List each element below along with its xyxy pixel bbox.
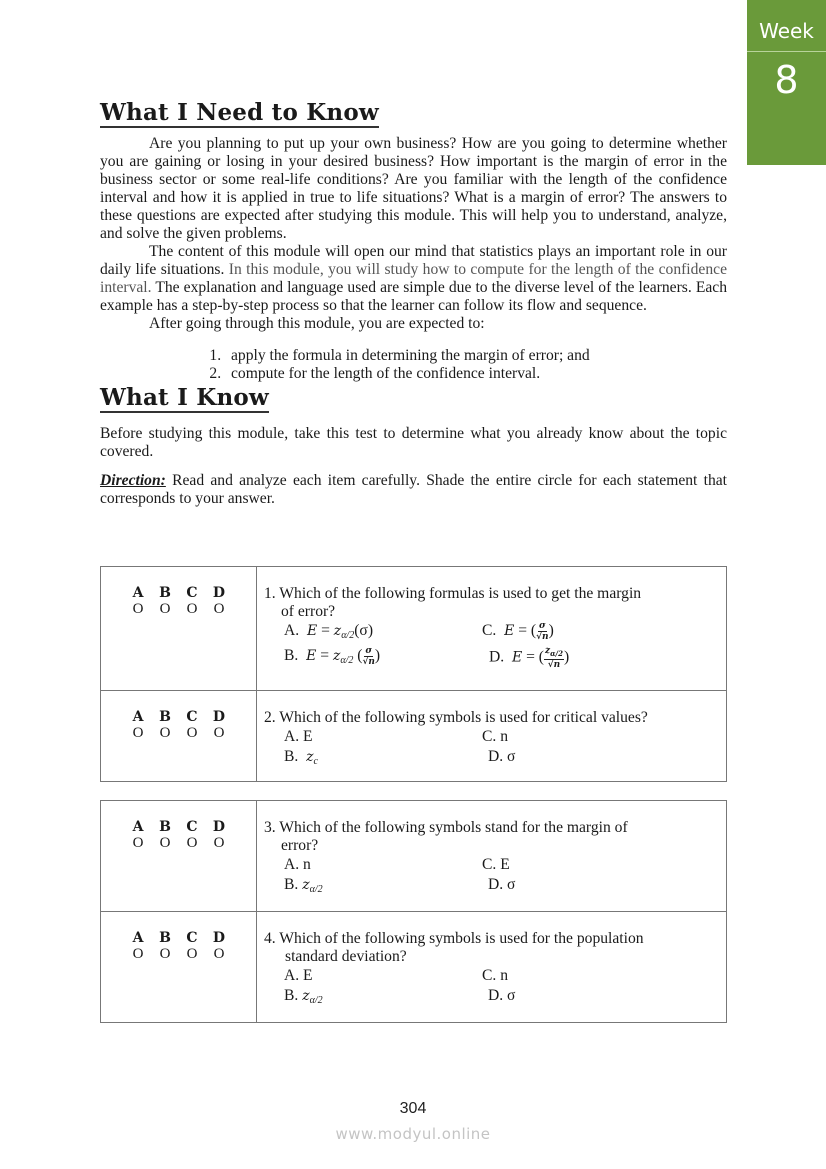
week-number: 8 — [774, 58, 799, 102]
what-i-need-to-know-heading: What I Need to Know — [100, 99, 379, 126]
question-row-2 — [101, 691, 727, 782]
bubble-c[interactable]: O — [186, 601, 198, 617]
letter-a: A — [132, 585, 144, 601]
question-1-choices — [264, 621, 718, 671]
quiz-table-1 — [100, 566, 727, 782]
bubble-d[interactable]: O — [213, 725, 225, 741]
intro-paragraph-2 — [100, 243, 727, 315]
quiz-table-2 — [100, 800, 727, 1023]
bubble-a[interactable]: O — [132, 946, 144, 962]
week-tab-divider — [747, 51, 826, 52]
bubble-a[interactable]: O — [132, 725, 144, 741]
choice-2b: B. $z_c$ — [284, 748, 318, 767]
question-3-line-1: 3. Which of the following symbols stand for the margin of — [264, 819, 628, 836]
bubble-d[interactable]: O — [213, 601, 225, 617]
bubble-b[interactable]: O — [159, 725, 171, 741]
page-content — [100, 100, 727, 508]
answer-letters — [101, 930, 256, 946]
bubble-a[interactable]: O — [132, 835, 144, 851]
question-4-line-1: 4. Which of the following symbols is used for the population — [264, 930, 644, 947]
bubble-b[interactable]: O — [159, 601, 171, 617]
bubble-d[interactable]: O — [213, 835, 225, 851]
choice-2c: C. n — [482, 728, 508, 745]
choice-1b: B. $E = z_{\alpha/2}$ ( $\frac{\sigma}{√n}$ ) — [284, 646, 381, 667]
week-label: Week — [759, 19, 814, 43]
letter-b: B — [159, 930, 171, 946]
pretest-intro: Before studying this module, take this test to determine what you already know about the topic covered. — [100, 425, 727, 460]
question-4-stem — [264, 930, 718, 966]
choice-4b: B. $z_{\alpha/2}$ — [284, 987, 323, 1006]
bubble-b[interactable]: O — [159, 835, 171, 851]
objective-item: 1. apply the formula in determining the margin of error; and — [225, 347, 727, 365]
answer-bubbles — [101, 946, 256, 962]
intro-paragraph-1: Are you planning to put up your own business? How are you going to determine whether you are gaining or losing in your desired business? How important is the margin of error in the business sector or some real-life conditions? Are you familiar with the length of the confidence interval and how it is applied in true to life situations? What is a margin of error? The answers to these questions are expected after studying this module. This will help you to understand, analyze, and solve the given problems. — [100, 135, 727, 242]
question-row-3 — [101, 801, 727, 912]
question-cell-4 — [257, 912, 727, 1023]
question-row-1 — [101, 567, 727, 691]
answer-cell-3 — [101, 801, 257, 912]
choice-1d: D. E = ( $\frac{z_{\alpha/2}}{√n}$ ) — [489, 646, 570, 670]
direction-text: Read and analyze each item carefully. Shade the entire circle for each statement that corresponds to your answer. — [100, 472, 727, 507]
letter-d: D — [212, 819, 226, 835]
question-3-line-2: error? — [281, 837, 319, 854]
question-1-line-2: of error? — [281, 603, 336, 620]
bubble-c[interactable]: O — [186, 835, 198, 851]
answer-cell-1 — [101, 567, 257, 691]
question-3-choices — [264, 855, 718, 900]
question-4-line-2: standard deviation? — [285, 948, 407, 965]
bubble-d[interactable]: O — [213, 946, 225, 962]
answer-bubbles — [101, 601, 256, 617]
question-cell-1 — [257, 567, 727, 691]
choice-4a: A. E — [284, 967, 313, 984]
letter-b: B — [159, 709, 171, 725]
intro-paragraph-2-part-a: The content of this module will open our mind that statistics plays an important role in our daily life situations. — [100, 243, 727, 278]
question-2-choices — [264, 727, 718, 772]
bubble-b[interactable]: O — [159, 946, 171, 962]
choice-3d: D. σ — [488, 876, 516, 893]
question-row-4 — [101, 912, 727, 1023]
choice-3b: B. $z_{\alpha/2}$ — [284, 876, 323, 895]
page-number: 304 — [399, 1100, 427, 1117]
answer-letters — [101, 709, 256, 725]
letter-c: C — [186, 585, 198, 601]
bubble-c[interactable]: O — [186, 725, 198, 741]
question-2-line-1: 2. Which of the following symbols is used for critical values? — [264, 709, 648, 726]
letter-d: D — [212, 585, 226, 601]
letter-d: D — [212, 930, 226, 946]
letter-c: C — [186, 709, 198, 725]
letter-a: A — [132, 819, 144, 835]
question-cell-3 — [257, 801, 727, 912]
week-tab — [747, 0, 826, 165]
direction-paragraph — [100, 472, 727, 508]
choice-1c: C. E = ( $\frac{\sigma}{√n}$ ) — [482, 621, 554, 642]
question-1-line-1: 1. Which of the following formulas is used to get the margin — [264, 585, 642, 602]
choice-2a: A. E — [284, 728, 313, 745]
choice-2d: D. σ — [488, 748, 516, 765]
letter-c: C — [186, 819, 198, 835]
intro-paragraph-2-part-b: In this module, you will study how to compute for the length of the confidence interval. — [100, 261, 727, 296]
letter-c: C — [186, 930, 198, 946]
choice-4d: D. σ — [488, 987, 516, 1004]
answer-letters — [101, 819, 256, 835]
letter-b: B — [159, 819, 171, 835]
bubble-a[interactable]: O — [132, 601, 144, 617]
choice-4c: C. n — [482, 967, 508, 984]
letter-b: B — [159, 585, 171, 601]
letter-a: A — [132, 709, 144, 725]
question-3-stem — [264, 819, 718, 855]
answer-cell-4 — [101, 912, 257, 1023]
letter-d: D — [212, 709, 226, 725]
choice-3c: C. E — [482, 856, 510, 873]
choice-1a: A. $E = z_{\alpha/2}(\sigma)$ — [284, 622, 374, 641]
direction-label: Direction: — [100, 472, 166, 489]
question-cell-2 — [257, 691, 727, 782]
answer-cell-2 — [101, 691, 257, 782]
bubble-c[interactable]: O — [186, 946, 198, 962]
answer-bubbles — [101, 725, 256, 741]
what-i-know-heading: What I Know — [100, 384, 269, 411]
question-1-stem — [264, 585, 718, 621]
choice-3a: A. n — [284, 856, 311, 873]
letter-a: A — [132, 930, 144, 946]
watermark: www.modyul.online — [335, 1125, 491, 1143]
intro-paragraph-2-part-c: The explanation and language used are simple due to the diverse level of the learners. Each example has a step-by-step process so that the learner can follow its flow and sequence. — [100, 279, 727, 314]
question-2-stem — [264, 709, 718, 727]
answer-bubbles — [101, 835, 256, 851]
question-4-choices — [264, 966, 718, 1011]
objective-item: 2. compute for the length of the confidence interval. — [225, 365, 727, 383]
objectives-list — [100, 347, 727, 383]
answer-letters — [101, 585, 256, 601]
intro-paragraph-3: After going through this module, you are expected to: — [149, 315, 485, 332]
